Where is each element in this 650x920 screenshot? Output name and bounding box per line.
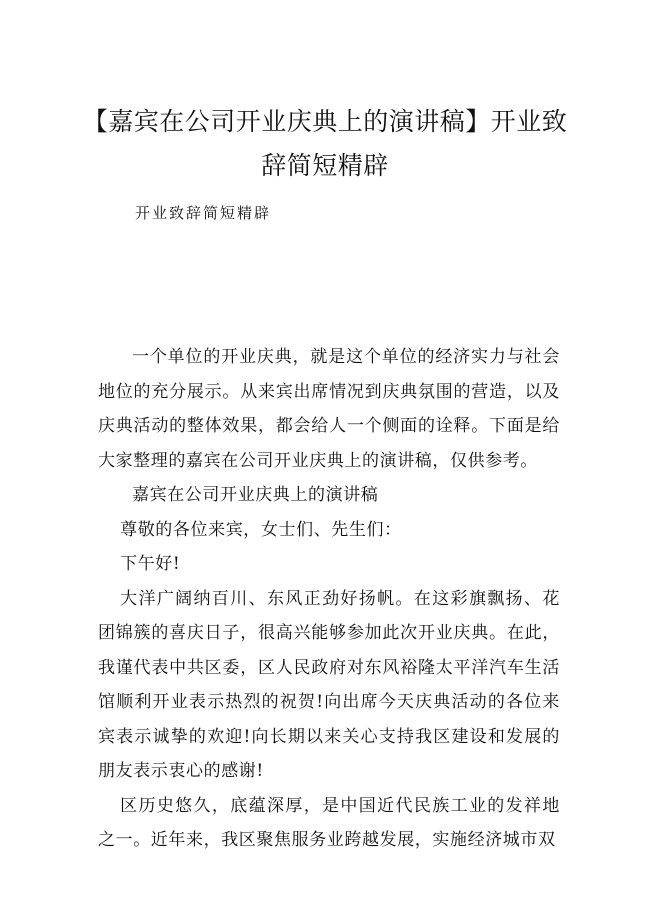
paragraph-history: 区历史悠久，底蕴深厚，是中国近代民族工业的发祥地之一。近年来，我区聚焦服务业跨越发展，实施经济城市双 <box>98 795 560 850</box>
paragraph-congratulations: 大洋广阔纳百川、东风正劲好扬帆。在这彩旗飘扬、花团锦簇的喜庆日子，很高兴能够参加此次开业庆典。在此，我谨代表中共区委，区人民政府对东风裕隆太平洋汽车生活馆顺利开业表示热烈的祝贺!向出席今天庆典活动的各位来宾表示诚挚的欢迎!向长期以来关心支持我区建设和发展的朋友表示衷心的感谢! <box>98 588 560 781</box>
document-title: 【嘉宾在公司开业庆典上的演讲稿】开业致辞简短精辟 <box>82 107 568 180</box>
document-subtitle: 开业致辞简短精辟 <box>135 204 272 222</box>
paragraph-salutation: 尊敬的各位来宾，女士们、先生们： <box>120 519 402 540</box>
document-body <box>98 340 560 858</box>
paragraph-greeting: 下午好! <box>120 554 181 574</box>
paragraph-intro: 一个单位的开业庆典，就是这个单位的经济实力与社会地位的充分展示。从来宾出席情况到庆典氛围的营造，以及庆典活动的整体效果，都会给人一个侧面的诠释。下面是给大家整理的嘉宾在公司开业庆典上的演讲稿，仅供参考。 <box>98 347 560 471</box>
section-heading: 嘉宾在公司开业庆典上的演讲稿 <box>132 485 379 505</box>
